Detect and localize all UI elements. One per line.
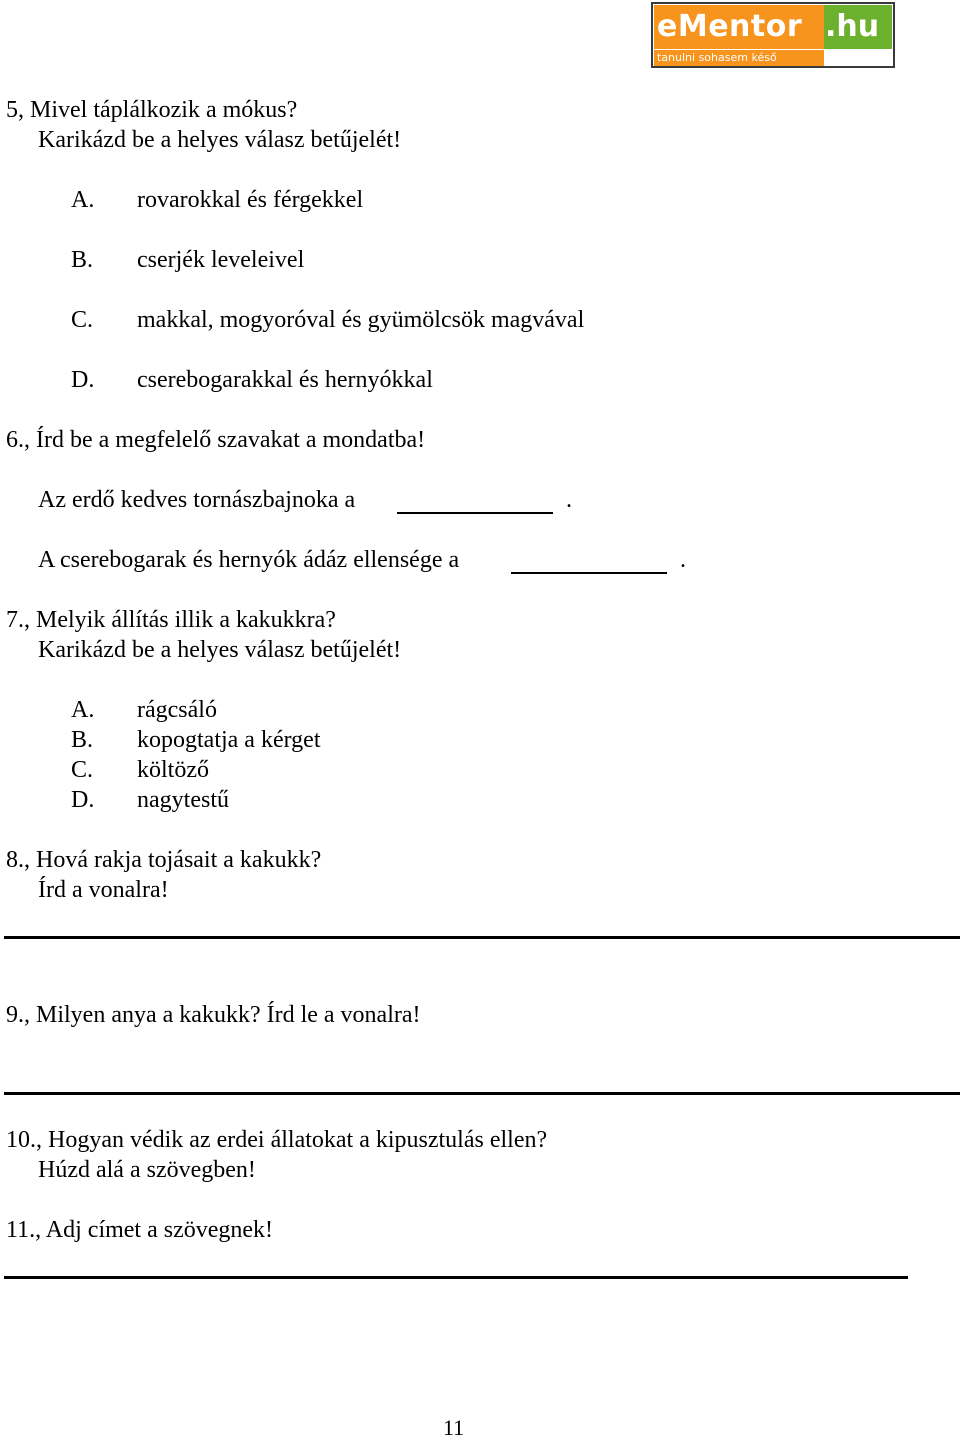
logo-wordmark: [654, 5, 892, 49]
q7-option-b-text: kopogtatja a kérget: [137, 727, 321, 753]
q5-option-d-text: cserebogarakkal és hernyókkal: [137, 367, 433, 393]
q9-question: 9., Milyen anya a kakukk? Írd le a vonalra!: [6, 1002, 421, 1028]
q6-blank-2[interactable]: [511, 572, 667, 574]
q8-answer-line[interactable]: [4, 936, 960, 939]
q6-sentence-2: A cserebogarak és hernyók ádáz ellensége a: [38, 547, 460, 573]
logo-brand-main: eMentor: [654, 5, 824, 49]
q7-option-a-text: rágcsáló: [137, 697, 217, 723]
q5-instruction: Karikázd be a helyes válasz betűjelét!: [38, 127, 402, 153]
q6-sentence-1: Az erdő kedves tornászbajnoka a: [38, 487, 356, 513]
q10-question: 10., Hogyan védik az erdei állatokat a kipusztulás ellen?: [6, 1127, 548, 1153]
q7-instruction: Karikázd be a helyes válasz betűjelét!: [38, 637, 402, 663]
page-number: 11: [443, 1415, 465, 1440]
q8-question: 8., Hová rakja tojásait a kakukk?: [6, 847, 322, 873]
q5-option-a-text: rovarokkal és férgekkel: [137, 187, 364, 213]
q5-option-d-letter: D.: [71, 367, 95, 393]
q11-question: 11., Adj címet a szövegnek!: [6, 1217, 274, 1243]
q7-option-b-letter: B.: [71, 727, 94, 753]
q8-instruction: Írd a vonalra!: [38, 877, 169, 903]
logo-tagline: tanulni sohasem késő: [654, 50, 824, 66]
ementor-logo: [651, 2, 895, 68]
q7-option-c-text: költöző: [137, 757, 209, 783]
logo-brand-tld: .hu: [824, 5, 892, 49]
q10-instruction: Húzd alá a szövegben!: [38, 1157, 256, 1183]
q7-question: 7., Melyik állítás illik a kakukkra?: [6, 607, 336, 633]
q5-option-b-text: cserjék leveleivel: [137, 247, 305, 273]
q6-blank-1[interactable]: [397, 512, 553, 514]
q6-sentence-2-end: .: [680, 547, 686, 573]
q7-option-a-letter: A.: [71, 697, 95, 723]
q7-option-d-text: nagytestű: [137, 787, 229, 813]
q7-option-c-letter: C.: [71, 757, 94, 783]
q9-answer-line[interactable]: [4, 1092, 960, 1095]
q7-option-d-letter: D.: [71, 787, 95, 813]
q5-question: 5, Mivel táplálkozik a mókus?: [6, 97, 298, 123]
q11-answer-line[interactable]: [4, 1276, 908, 1279]
q5-option-a-letter: A.: [71, 187, 95, 213]
q5-option-b-letter: B.: [71, 247, 94, 273]
q6-sentence-1-end: .: [566, 487, 572, 513]
q6-question: 6., Írd be a megfelelő szavakat a mondatba!: [6, 427, 426, 453]
q5-option-c-letter: C.: [71, 307, 94, 333]
q5-option-c-text: makkal, mogyoróval és gyümölcsök magvával: [137, 307, 585, 333]
